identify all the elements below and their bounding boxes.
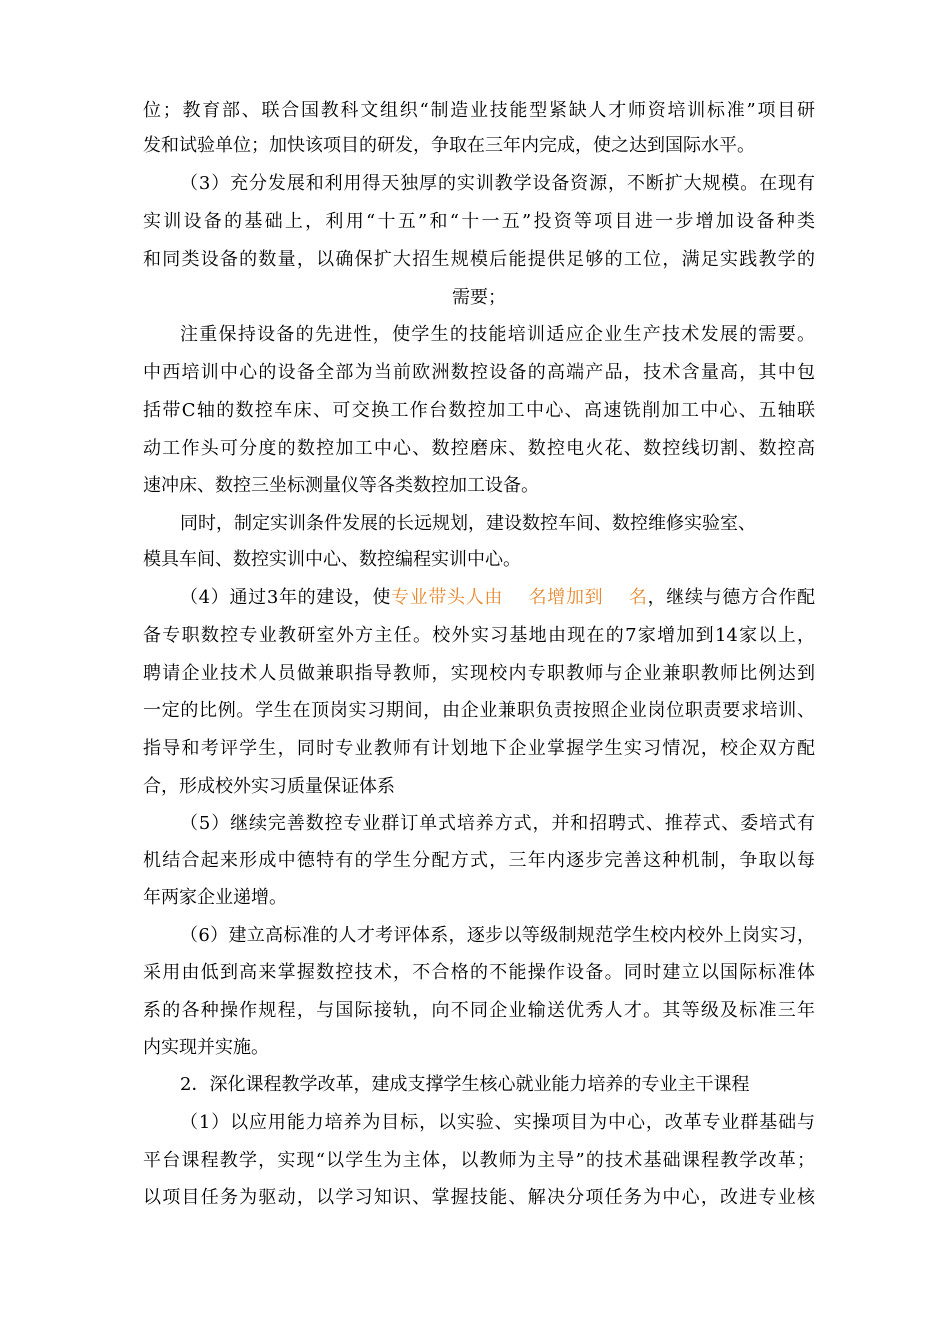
text-line: 机结合起来形成中德特有的学生分配方式，三年内逐步完善这种机制，争取以每 <box>143 850 815 871</box>
text-line: 动工作头可分度的数控加工中心、数控磨床、数控电火花、数控线切割、数控高 <box>143 438 815 459</box>
text-line: （3）充分发展和利用得天独厚的实训教学设备资源，不断扩大规模。在现有 <box>180 173 815 194</box>
text-line: 合，形成校外实习质量保证体系 <box>143 776 395 797</box>
text-line: 2．深化课程教学改革，建成支撑学生核心就业能力培养的专业主干课程 <box>180 1074 750 1095</box>
text-line: 内实现并实施。 <box>143 1037 269 1058</box>
text-line <box>180 586 815 610</box>
text-line: 年两家企业递增。 <box>143 887 287 908</box>
text-line: 系的各种操作规程，与国际接轨，向不同企业输送优秀人才。其等级及标准三年 <box>143 1000 815 1021</box>
text-line: 备专职数控专业教研室外方主任。校外实习基地由现在的7家增加到14家以上， <box>143 625 815 646</box>
text-line: （1）以应用能力培养为目标，以实验、实操项目为中心，改革专业群基础与 <box>180 1112 815 1133</box>
text-line: 模具车间、数控实训中心、数控编程实训中心。 <box>143 549 521 570</box>
text-line: 速冲床、数控三坐标测量仪等各类数控加工设备。 <box>143 475 539 496</box>
highlighted-text: 专业带头人由 名增加到 名 <box>391 587 648 608</box>
text-line: （6）建立高标准的人才考评体系，逐步以等级制规范学生校内校外上岗实习， <box>180 925 815 946</box>
text-line: 同时，制定实训条件发展的长远规划，建设数控车间、数控维修实验室、 <box>180 513 756 534</box>
text-line: 括带C轴的数控车床、可交换工作台数控加工中心、高速铣削加工中心、五轴联 <box>143 400 815 421</box>
text-segment: ，继续与德方合作配 <box>647 587 815 608</box>
text-segment: （4）通过3年的建设，使 <box>180 587 391 608</box>
text-line: 发和试验单位；加快该项目的研发，争取在三年内完成，使之达到国际水平。 <box>143 135 755 156</box>
text-line: 需要； <box>452 287 506 308</box>
text-line: 一定的比例。学生在顶岗实习期间，由企业兼职负责按照企业岗位职责要求培训、 <box>143 700 815 721</box>
text-line: 以项目任务为驱动，以学习知识、掌握技能、解决分项任务为中心，改进专业核 <box>143 1187 815 1208</box>
text-line: 注重保持设备的先进性，使学生的技能培训适应企业生产技术发展的需要。 <box>180 324 815 345</box>
text-line: 和同类设备的数量，以确保扩大招生规模后能提供足够的工位，满足实践教学的 <box>143 249 815 270</box>
text-line: （5）继续完善数控专业群订单式培养方式，并和招聘式、推荐式、委培式有 <box>180 813 815 834</box>
text-line: 实训设备的基础上，利用“十五”和“十一五”投资等项目进一步增加设备种类 <box>143 211 815 232</box>
text-line: 采用由低到高来掌握数控技术，不合格的不能操作设备。同时建立以国际标准体 <box>143 962 815 983</box>
text-line: 平台课程教学，实现“以学生为主体，以教师为主导”的技术基础课程教学改革； <box>143 1150 815 1171</box>
text-line: 指导和考评学生，同时专业教师有计划地下企业掌握学生实习情况，校企双方配 <box>143 738 815 759</box>
text-line: 聘请企业技术人员做兼职指导教师，实现校内专职教师与企业兼职教师比例达到 <box>143 663 815 684</box>
text-line: 位；教育部、联合国教科文组织“制造业技能型紧缺人才师资培训标准”项目研 <box>143 100 815 121</box>
text-line: 中西培训中心的设备全部为当前欧洲数控设备的高端产品，技术含量高，其中包 <box>143 362 815 383</box>
